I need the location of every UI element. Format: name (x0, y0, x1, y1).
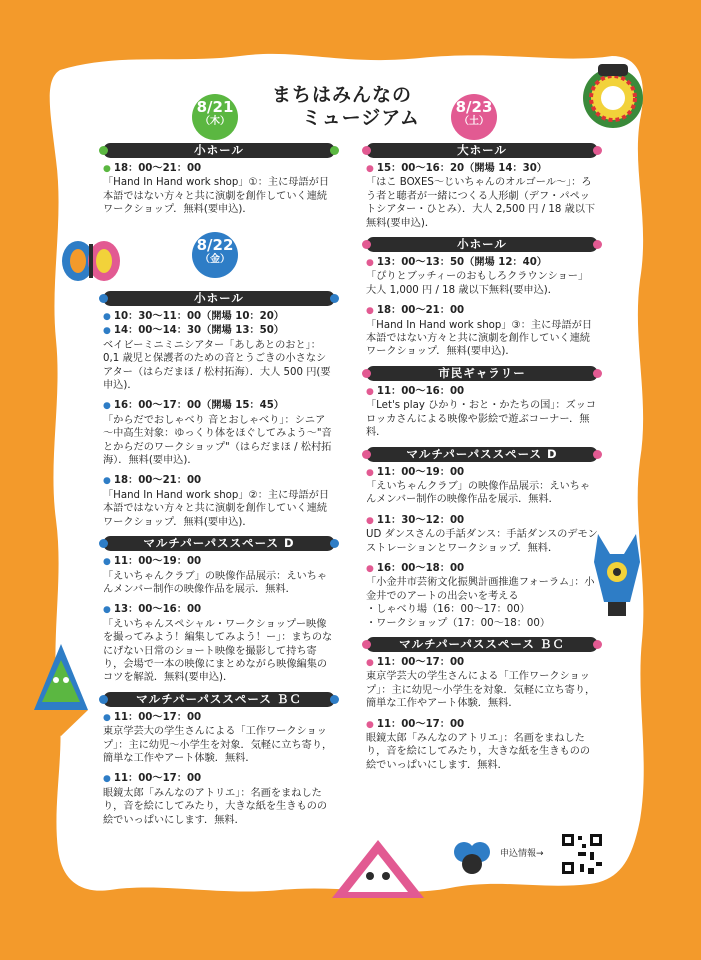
event-desc: 「小金井市芸術文化振興計画推進フォーラム」：小金井でのアートの出会いを考える ・しゃべり場（16：00～17：00） ・ワークショップ（17：00～18：00） (366, 577, 595, 629)
section-header: マルチパーパススペース ＢＣ (103, 692, 335, 707)
section-header: マルチパーパススペース D (366, 447, 598, 462)
event-desc: 「Let's play ひかり・おと・かたちの国」：ズッコロッカさんによる映像や影絵で遊ぶコーナー．無料． (366, 400, 597, 439)
event-item (103, 603, 335, 684)
event-time: ● 14：00～14：30（開場 13：50） (103, 324, 335, 338)
event-item (366, 656, 598, 711)
section-small-hall-0822 (103, 291, 335, 529)
event-time: ● 10：30～11：00（開場 10：20） (103, 310, 335, 324)
event-item (366, 256, 598, 297)
section-header: 市民ギャラリー (366, 366, 598, 381)
event-time: ● 11：00～16：00 (366, 385, 598, 399)
event-time: ● 11：00～17：00 (103, 772, 335, 786)
event-desc: 「Hand In Hand work shop」②：主に母語が日本語ではない方々と共に演劇を創作していく連続ワークショップ．無料(要申込)． (103, 489, 330, 528)
event-item (103, 310, 335, 324)
event-desc: ベイビーミニミニシアター「あしあとのおと」：0,1 歳児と保護者のための音とうごきの小さなシアター（はらだまほ / 松村拓海）．大人 500 円(要申込)． (103, 339, 331, 392)
event-time: ● 15：00～16：20（開場 14：30） (366, 162, 598, 176)
section-multi-d-0823 (366, 447, 598, 630)
event-time: ● 13：00～16：00 (103, 603, 335, 617)
event-item (366, 466, 598, 507)
event-desc: 東京学芸大の学生さんによる「工作ワークショップ」：主に幼児～小学生を対象．気軽に立ち寄り，簡単な工作やアート体験．無料． (366, 671, 596, 710)
event-time: ● 18：00～21：00 (103, 474, 335, 488)
schedule-0821 (103, 143, 335, 224)
event-desc: 「ぴりとブッチィーのおもしろクラウンショー」大人 1,000 円 / 18 歳以下無料(要申込)． (366, 271, 589, 296)
event-item (103, 324, 335, 392)
event-item (103, 399, 335, 467)
section-multi-bc-0823 (366, 637, 598, 772)
section-header: マルチパーパススペース D (103, 536, 335, 551)
event-desc: 「えいちゃんクラブ」の映像作品展示：えいちゃんメンバー制作の映像作品を展示．無料． (103, 570, 328, 595)
event-time: ● 16：00～18：00 (366, 562, 598, 576)
qr-code[interactable] (560, 832, 604, 876)
event-item (366, 162, 598, 230)
weekday-text: （土） (459, 116, 489, 127)
title-line1: まちはみんなの (272, 84, 413, 106)
ring-creature-illustration (578, 60, 648, 130)
section-small-hall-0821 (103, 143, 335, 217)
apply-info-label: 申込情報→ (500, 849, 544, 859)
event-desc: 「Hand In Hand work shop」③：主に母語が日本語ではない方々と共に演劇を創作していく連続ワークショップ．無料(要申込)． (366, 319, 593, 358)
event-desc: 「はこ BOXES～じいちゃんのオルゴール～」：ろう者と聴者が一緒につくる人形劇（デフ・パペットシアター・ひとみ）．大人 2,500 円 / 18 歳以下無料(要申込)． (366, 177, 596, 229)
event-item (366, 718, 598, 773)
schedule-0823 (366, 143, 598, 779)
event-item (103, 772, 335, 827)
event-time: ● 18：00～21：00 (103, 162, 335, 176)
event-desc: 「えいちゃんクラブ」の映像作品展示：えいちゃんメンバー制作の映像作品を展示．無料． (366, 480, 591, 506)
event-time: ● 11：00～19：00 (366, 466, 598, 480)
section-big-hall (366, 143, 598, 230)
clover-icon (450, 838, 494, 878)
section-multi-bc-0822 (103, 692, 335, 827)
event-time: ● 11：30～12：00 (366, 514, 598, 528)
event-desc: 「からだでおしゃべり 音とおしゃべり」：シニア～中高生対象：ゆっくり体をほぐしてみよう～"音とからだのワークショップ"（はらだまほ / 松村拓海）．無料(要申込)． (103, 414, 332, 467)
event-item (366, 562, 598, 630)
event-item (103, 711, 335, 766)
bird-creature-illustration (588, 532, 646, 618)
event-time: ● 11：00～19：00 (103, 555, 335, 569)
title-line2: ミュージアム (302, 107, 420, 129)
event-item (103, 555, 335, 596)
event-time: ● 11：00～17：00 (103, 711, 335, 725)
date-text: 8/21 (196, 98, 234, 116)
mountain-creature-illustration (330, 838, 426, 914)
date-badge-0823 (451, 94, 497, 140)
schedule-0822 (103, 291, 335, 834)
event-desc: 眼鏡太郎「みんなのアトリエ」：名画をまねしたり，音を絵にしてみたり，大きな紙を生きものの絵でいっぱいにします．無料． (366, 733, 591, 771)
section-gallery (366, 366, 598, 440)
event-item (103, 162, 335, 217)
event-item (366, 385, 598, 440)
leaf-creature-illustration (30, 640, 92, 740)
section-header: 小ホール (103, 291, 335, 306)
event-desc: 「えいちゃんスペシャル・ワークショップー映像を撮ってみよう！編集してみよう！ー」：まちのなにげない日常のショート映像を撮影して持ち寄り，会場で一本の映像にまとめながら映像編集のコツを解説．無料(要申込)． (103, 618, 333, 684)
event-desc: UD ダンスさんの手話ダンス：手話ダンスのデモンストレーションとワークショップ．無料． (366, 529, 598, 554)
event-time: ● 11：00～17：00 (366, 718, 598, 732)
section-header: 大ホール (366, 143, 598, 158)
weekday-text: （木） (200, 116, 230, 127)
date-text: 8/22 (196, 236, 234, 254)
event-desc: 東京学芸大の学生さんによる「工作ワークショップ」：主に幼児～小学生を対象．気軽に立ち寄り，簡単な工作やアート体験．無料． (103, 726, 333, 764)
butterfly-illustration (60, 238, 122, 284)
event-desc: 眼鏡太郎「みんなのアトリエ」：名画をまねしたり，音を絵にしてみたり，大きな紙を生きものの絵でいっぱいにします．無料． (103, 787, 328, 826)
section-header: 小ホール (103, 143, 335, 158)
date-badge-0821 (192, 94, 238, 140)
section-multi-d-0822 (103, 536, 335, 685)
event-item (366, 514, 598, 555)
event-time: ● 18：00～21：00 (366, 304, 598, 318)
event-desc: 「Hand In Hand work shop」①：主に母語が日本語ではない方々と共に演劇を創作していく連続ワークショップ．無料(要申込)． (103, 177, 330, 216)
weekday-text: （金） (200, 254, 230, 265)
date-text: 8/23 (455, 98, 493, 116)
section-small-hall-0823 (366, 237, 598, 359)
event-time: ● 11：00～17：00 (366, 656, 598, 670)
section-header: 小ホール (366, 237, 598, 252)
event-time: ● 13：00～13：50（開場 12：40） (366, 256, 598, 270)
event-time: ● 16：00～17：00（開場 15：45） (103, 399, 335, 413)
page-title (272, 84, 420, 130)
section-header: マルチパーパススペース ＢＣ (366, 637, 598, 652)
event-item (366, 304, 598, 359)
date-badge-0822 (192, 232, 238, 278)
event-item (103, 474, 335, 529)
